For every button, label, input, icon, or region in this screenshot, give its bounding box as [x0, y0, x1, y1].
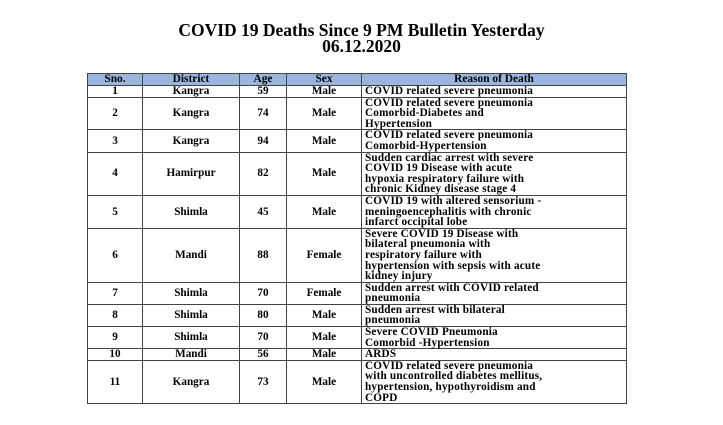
reason-line: COVID 19 with altered sensorium - — [365, 194, 542, 207]
cell-reason — [362, 327, 627, 349]
cell-reason — [362, 228, 627, 282]
cell-sex: Male — [287, 195, 362, 228]
cell-sex: Male — [287, 130, 362, 152]
cell-sno: 7 — [88, 282, 143, 304]
cell-district: Kangra — [143, 86, 240, 98]
reason-line: COVID related severe pneumonia — [365, 129, 534, 142]
reason-line: COVID related severe pneumonia — [365, 359, 534, 372]
cell-sex: Male — [287, 152, 362, 195]
cell-reason — [362, 360, 627, 403]
cell-age: 59 — [240, 86, 287, 98]
reason-line: pneumonia — [365, 292, 421, 305]
cell-sex: Male — [287, 304, 362, 326]
reason-line: Sudden cardiac arrest with severe — [365, 151, 534, 164]
cell-age: 70 — [240, 282, 287, 304]
cell-reason — [362, 349, 627, 361]
reason-line: COVID related severe pneumonia — [365, 96, 534, 109]
cell-district: Kangra — [143, 130, 240, 152]
cell-sno: 3 — [88, 130, 143, 152]
table-row — [88, 360, 627, 403]
reason-line: meningoencephalitis with chronic — [365, 205, 532, 218]
header-sno: Sno. — [88, 74, 143, 86]
reason-line: Severe COVID Pneumonia — [365, 326, 498, 339]
table-row — [88, 304, 627, 326]
table-row — [88, 327, 627, 349]
cell-sno: 6 — [88, 228, 143, 282]
cell-sex: Male — [287, 360, 362, 403]
cell-district: Kangra — [143, 360, 240, 403]
table-row — [88, 130, 627, 152]
table-row — [88, 349, 627, 361]
cell-age: 45 — [240, 195, 287, 228]
cell-age: 94 — [240, 130, 287, 152]
reason-line: Hypertension — [365, 117, 433, 130]
table-body — [88, 86, 627, 404]
cell-reason — [362, 195, 627, 228]
cell-sno: 1 — [88, 86, 143, 98]
reason-line: COVID 19 Disease with acute — [365, 162, 513, 175]
cell-reason — [362, 304, 627, 326]
reason-line: Sudden arrest with bilateral — [365, 303, 505, 316]
cell-district: Kangra — [143, 97, 240, 130]
reason-line: COVID related severe pneumonia — [365, 85, 534, 97]
cell-reason — [362, 152, 627, 195]
cell-age: 56 — [240, 349, 287, 361]
cell-age: 74 — [240, 97, 287, 130]
reason-line: Comorbid-Hypertension — [365, 139, 487, 152]
cell-age: 88 — [240, 228, 287, 282]
bulletin-title: COVID 19 Deaths Since 9 PM Bulletin Yesterday — [178, 20, 545, 40]
reason-line: COPD — [365, 391, 398, 404]
cell-age: 80 — [240, 304, 287, 326]
reason-line: hypoxia respiratory failure with — [365, 172, 525, 185]
cell-sno: 10 — [88, 349, 143, 361]
cell-sex: Female — [287, 228, 362, 282]
table-row — [88, 228, 627, 282]
deaths-table — [87, 73, 627, 404]
header-sex: Sex — [287, 74, 362, 86]
table-row — [88, 282, 627, 304]
cell-district: Hamirpur — [143, 152, 240, 195]
cell-sno: 5 — [88, 195, 143, 228]
cell-sex: Male — [287, 86, 362, 98]
reason-line: chronic Kidney disease stage 4 — [365, 183, 517, 196]
cell-district: Shimla — [143, 282, 240, 304]
table-row — [88, 152, 627, 195]
cell-age: 70 — [240, 327, 287, 349]
reason-line: bilateral pneumonia with — [365, 238, 491, 251]
reason-line: Comorbid -Hypertension — [365, 336, 490, 349]
reason-line: kidney injury — [365, 270, 433, 283]
reason-line: ARDS — [365, 348, 397, 361]
table-row — [88, 195, 627, 228]
cell-reason — [362, 282, 627, 304]
header-reason: Reason of Death — [362, 74, 627, 86]
reason-line: hypertension with sepsis with acute — [365, 259, 541, 272]
cell-sno: 4 — [88, 152, 143, 195]
cell-reason — [362, 97, 627, 130]
table-row — [88, 86, 627, 98]
cell-district: Shimla — [143, 327, 240, 349]
reason-line: infarct occipital lobe — [365, 216, 468, 229]
header-age: Age — [240, 74, 287, 86]
cell-district: Mandi — [143, 349, 240, 361]
cell-sno: 8 — [88, 304, 143, 326]
cell-sno: 11 — [88, 360, 143, 403]
reason-line: Severe COVID 19 Disease with — [365, 227, 519, 240]
cell-sex: Female — [287, 282, 362, 304]
bulletin-date: 06.12.2020 — [322, 36, 401, 56]
cell-district: Mandi — [143, 228, 240, 282]
reason-line: Sudden arrest with COVID related — [365, 281, 539, 294]
cell-reason — [362, 86, 627, 98]
table-header-row — [88, 74, 627, 86]
cell-sno: 2 — [88, 97, 143, 130]
table-row — [88, 97, 627, 130]
reason-line: hypertension, hypothyroidism and — [365, 381, 536, 394]
cell-district: Shimla — [143, 195, 240, 228]
cell-sno: 9 — [88, 327, 143, 349]
cell-sex: Male — [287, 327, 362, 349]
cell-district: Shimla — [143, 304, 240, 326]
cell-age: 73 — [240, 360, 287, 403]
cell-reason — [362, 130, 627, 152]
cell-sex: Male — [287, 97, 362, 130]
cell-age: 82 — [240, 152, 287, 195]
reason-line: Comorbid-Diabetes and — [365, 107, 484, 120]
cell-sex: Male — [287, 349, 362, 361]
header-district: District — [143, 74, 240, 86]
reason-line: pneumonia — [365, 314, 421, 327]
reason-line: with uncontrolled diabetes mellitus, — [365, 370, 543, 383]
reason-line: respiratory failure with — [365, 248, 482, 261]
